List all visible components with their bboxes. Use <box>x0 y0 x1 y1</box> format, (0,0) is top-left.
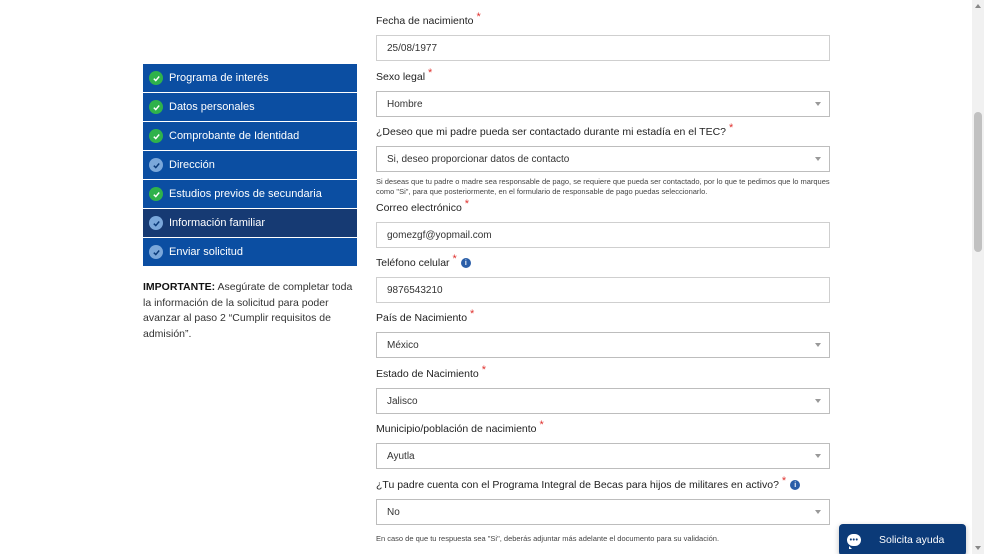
check-circle-pending-icon <box>149 245 163 259</box>
contact-parent-select[interactable] <box>376 146 830 172</box>
required-asterisk: * <box>464 198 470 210</box>
legal-sex-value: Hombre <box>387 98 423 110</box>
birth-state-label: Estado de Nacimiento <box>376 368 479 380</box>
step-label: Información familiar <box>169 217 265 229</box>
birth-state-field <box>376 364 830 414</box>
birth-state-select[interactable] <box>376 388 830 414</box>
check-circle-icon <box>149 100 163 114</box>
page-scrollbar[interactable] <box>972 0 984 554</box>
birth-city-label: Municipio/población de nacimiento <box>376 423 537 435</box>
birth-state-value: Jalisco <box>387 395 418 407</box>
help-chat-button[interactable] <box>839 524 966 554</box>
legal-sex-field <box>376 67 830 117</box>
check-circle-icon <box>149 71 163 85</box>
scroll-up-arrow-icon[interactable] <box>975 4 981 8</box>
birth-city-select[interactable] <box>376 443 830 469</box>
required-asterisk: * <box>781 475 787 487</box>
chevron-down-icon <box>815 399 821 403</box>
legal-sex-label: Sexo legal <box>376 71 426 83</box>
scrollbar-thumb[interactable] <box>974 112 982 252</box>
step-label: Comprobante de Identidad <box>169 130 300 142</box>
chevron-down-icon <box>815 343 821 347</box>
required-asterisk: * <box>539 419 544 431</box>
info-icon[interactable]: i <box>790 480 800 490</box>
required-asterisk: * <box>481 364 487 376</box>
important-label: IMPORTANTE: <box>143 281 216 293</box>
check-circle-icon <box>149 187 163 201</box>
phone-label: Teléfono celular <box>376 257 450 269</box>
application-steps <box>143 64 357 267</box>
birth-date-value: 25/08/1977 <box>387 42 438 54</box>
step-datos-personales[interactable] <box>143 93 357 121</box>
military-program-field <box>376 475 830 544</box>
chevron-down-icon <box>815 157 821 161</box>
important-text: Asegúrate de completar toda la información de la solicitud para poder avanzar al paso 2 “Cumplir requisitos de admisión”. <box>143 281 353 340</box>
step-label: Enviar solicitud <box>169 246 243 258</box>
birth-city-value: Ayutla <box>387 450 415 462</box>
required-asterisk: * <box>428 67 433 79</box>
birth-country-select[interactable] <box>376 332 830 358</box>
step-direccion[interactable] <box>143 151 357 179</box>
birth-date-label: Fecha de nacimiento <box>376 15 474 27</box>
chevron-down-icon <box>815 454 821 458</box>
help-button-label: Solicita ayuda <box>879 534 945 546</box>
email-input[interactable] <box>376 222 830 248</box>
birth-city-field <box>376 419 830 469</box>
required-asterisk: * <box>452 253 457 265</box>
step-label: Estudios previos de secundaria <box>169 188 322 200</box>
military-program-label: ¿Tu padre cuenta con el Programa Integral de Becas para hijos de militares en activo? <box>376 479 779 491</box>
phone-value: 9876543210 <box>387 284 443 296</box>
chat-bubble-icon <box>847 534 861 546</box>
step-enviar-solicitud[interactable] <box>143 238 357 266</box>
chevron-down-icon <box>815 102 821 106</box>
legal-sex-select[interactable] <box>376 91 830 117</box>
check-circle-icon <box>149 129 163 143</box>
military-program-value: No <box>387 506 400 518</box>
birth-country-label: País de Nacimiento <box>376 312 468 324</box>
birth-country-field <box>376 308 830 358</box>
email-label: Correo electrónico <box>376 202 462 214</box>
email-field <box>376 198 830 248</box>
step-comprobante-de-identidad[interactable] <box>143 122 357 150</box>
contact-parent-hint: Si deseas que tu padre o madre sea responsable de pago, se requiere que pueda ser contactado, por lo que te pedimos que lo marques como "Si", para que posteriormente, en el formulario de responsable de pago puedas seleccionarlo. <box>376 177 830 196</box>
required-asterisk: * <box>476 11 481 23</box>
chat-bubble-dots: ••• <box>849 536 859 544</box>
military-program-hint: En caso de que tu respuesta sea "Si", deberás adjuntar más adelante el documento para su validación. <box>376 534 720 543</box>
phone-field <box>376 253 830 303</box>
required-asterisk: * <box>729 122 734 134</box>
step-label: Datos personales <box>169 101 255 113</box>
contact-parent-value: Si, deseo proporcionar datos de contacto <box>387 153 570 165</box>
step-label: Programa de interés <box>169 72 269 84</box>
birth-date-field <box>376 11 830 61</box>
step-label: Dirección <box>169 159 215 171</box>
step-informacion-familiar[interactable] <box>143 209 357 237</box>
scroll-down-arrow-icon[interactable] <box>975 546 981 550</box>
check-circle-pending-icon <box>149 216 163 230</box>
contact-parent-field <box>376 122 830 197</box>
birth-date-input[interactable] <box>376 35 830 61</box>
important-notice <box>143 280 361 342</box>
check-circle-pending-icon <box>149 158 163 172</box>
info-icon[interactable]: i <box>461 258 471 268</box>
contact-parent-label: ¿Deseo que mi padre pueda ser contactado durante mi estadía en el TEC? <box>376 126 727 138</box>
step-programa-de-interes[interactable] <box>143 64 357 92</box>
military-program-select[interactable] <box>376 499 830 525</box>
phone-input[interactable] <box>376 277 830 303</box>
birth-country-value: México <box>387 339 419 351</box>
chevron-down-icon <box>815 510 821 514</box>
required-asterisk: * <box>470 308 475 320</box>
email-value: gomezgf@yopmail.com <box>387 229 492 241</box>
step-estudios-previos[interactable] <box>143 180 357 208</box>
